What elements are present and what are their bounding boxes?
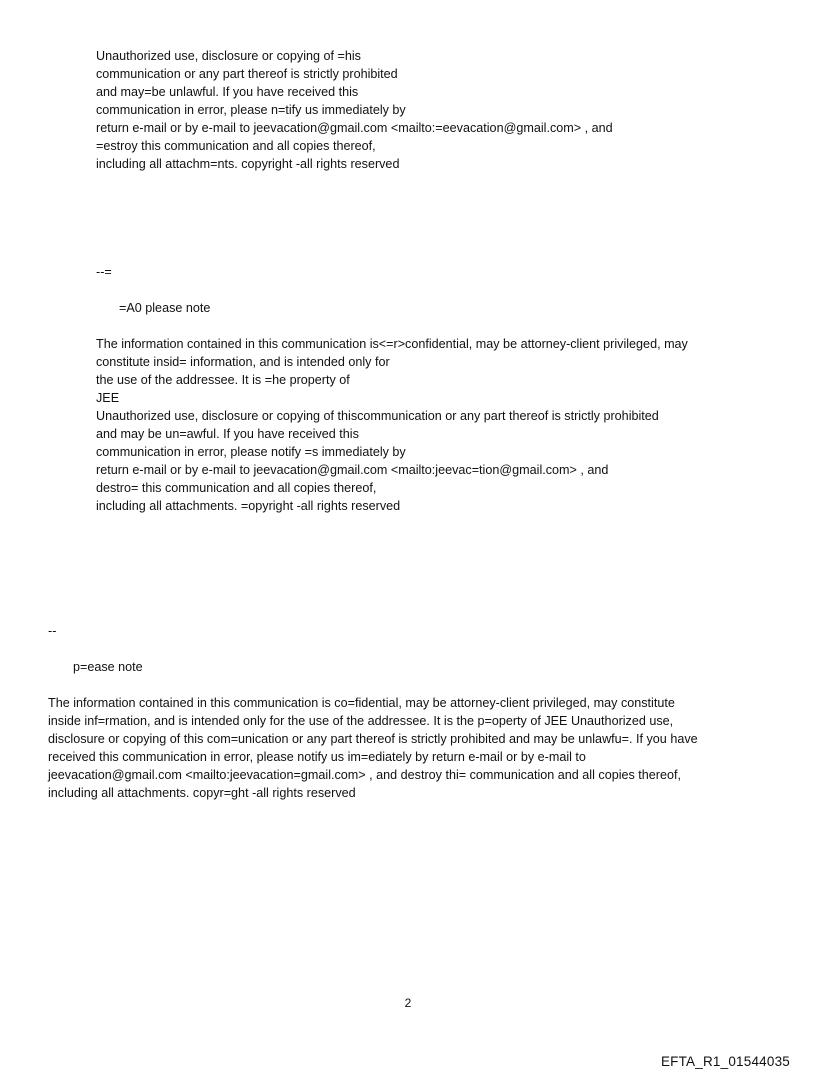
- page-number: 2: [404, 996, 412, 1010]
- text-line: including all attachments. copyr=ght -all rights reserved: [48, 786, 356, 800]
- text-line: constitute insid= information, and is intended only for: [96, 355, 390, 369]
- text-line: including all attachments. =opyright -all rights reserved: [96, 499, 401, 513]
- disclaimer-block-3: [48, 694, 698, 802]
- separator-2: --: [48, 624, 57, 638]
- text-line: the use of the addressee. It is =he property of: [96, 373, 350, 387]
- text-line: communication in error, please n=tify us immediately by: [96, 103, 406, 117]
- text-line: and may=be unlawful. If you have received this: [96, 85, 359, 99]
- please-note-2: p=ease note: [73, 660, 143, 674]
- text-line: Unauthorized use, disclosure or copying of =his: [96, 49, 361, 63]
- text-line: communication in error, please notify =s immediately by: [96, 445, 406, 459]
- please-note-1: =A0 please note: [119, 301, 211, 315]
- disclaimer-block-1: [96, 47, 613, 173]
- text-line: destro= this communication and all copies thereof,: [96, 481, 377, 495]
- separator-1: --=: [96, 265, 112, 279]
- text-line: The information contained in this communication is<=r>confidential, may be attorney-client privileged, may: [96, 337, 688, 351]
- text-line: =estroy this communication and all copies thereof,: [96, 139, 376, 153]
- disclaimer-block-2: [96, 335, 688, 515]
- text-line: JEE: [96, 391, 120, 405]
- text-line: disclosure or copying of this com=unication or any part thereof is strictly prohibited and may be unlawfu=. If you have: [48, 732, 698, 746]
- text-line: return e-mail or by e-mail to jeevacation@gmail.com <mailto:=eevacation@gmail.com> , and: [96, 121, 613, 135]
- text-line: and may be un=awful. If you have received this: [96, 427, 359, 441]
- text-line: received this communication in error, please notify us im=ediately by return e-mail or by e-mail to: [48, 750, 586, 764]
- document-id: EFTA_R1_01544035: [660, 1054, 790, 1069]
- text-line: Unauthorized use, disclosure or copying of thiscommunication or any part thereof is strictly prohibited: [96, 409, 659, 423]
- text-line: including all attachm=nts. copyright -all rights reserved: [96, 157, 400, 171]
- text-line: communication or any part thereof is strictly prohibited: [96, 67, 398, 81]
- text-line: jeevacation@gmail.com <mailto:jeevacation=gmail.com> , and destroy thi= communication and all copies thereof,: [48, 768, 682, 782]
- text-line: inside inf=rmation, and is intended only for the use of the addressee. It is the p=operty of JEE Unauthorized use,: [48, 714, 674, 728]
- text-line: return e-mail or by e-mail to jeevacation@gmail.com <mailto:jeevac=tion@gmail.com> , and: [96, 463, 609, 477]
- text-line: The information contained in this communication is co=fidential, may be attorney-client privileged, may constitute: [48, 696, 675, 710]
